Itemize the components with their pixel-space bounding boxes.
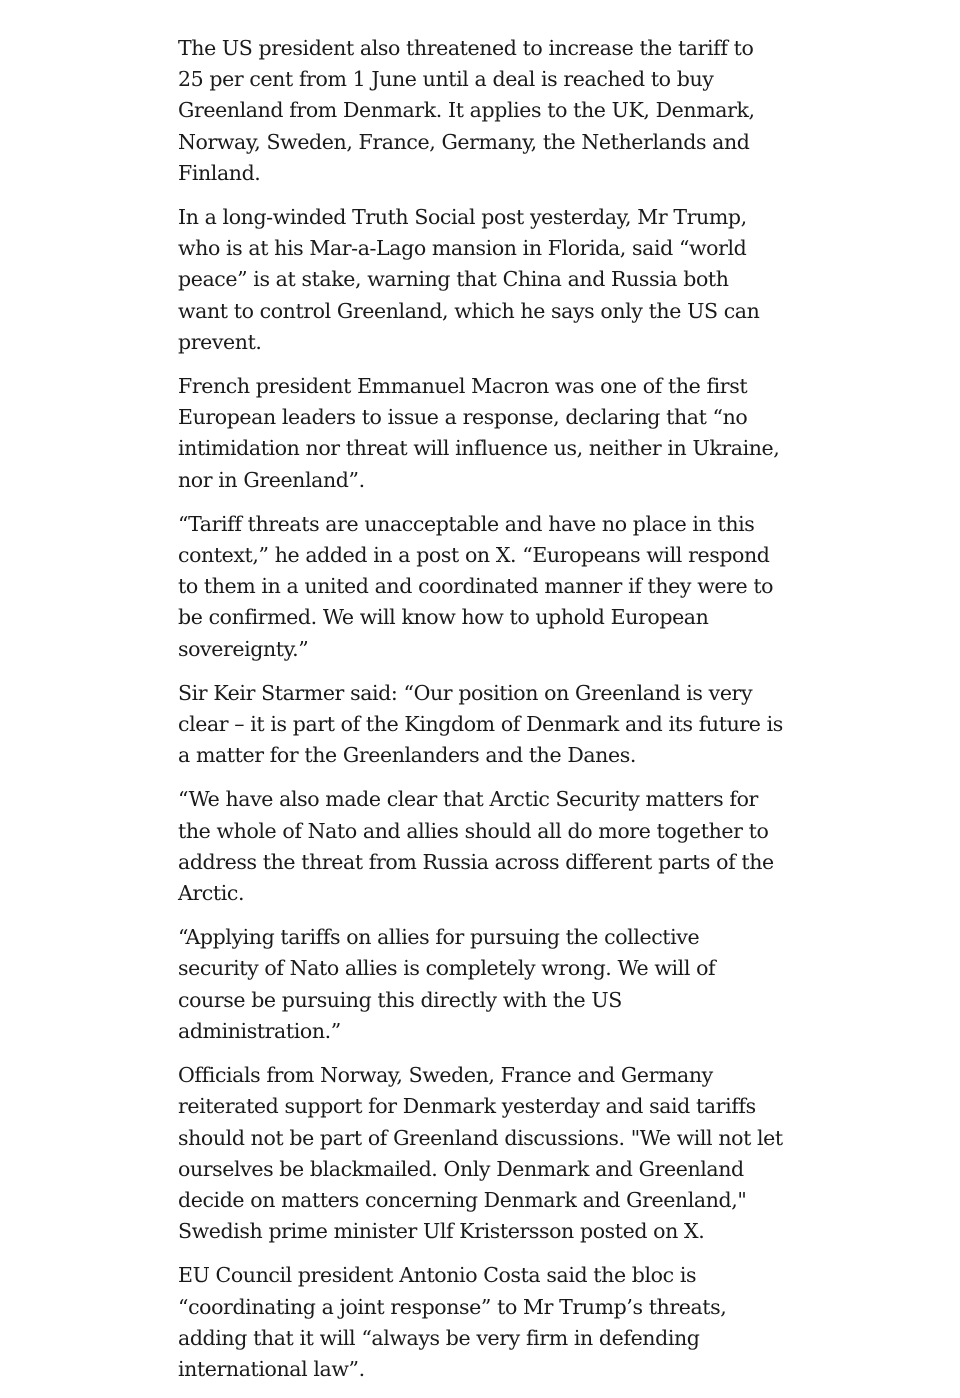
article-paragraph: “Tariff threats are unacceptable and have no place in this context,” he added in a post on X. “Europeans will respond to them in a united and coordinated manner if they were to be confirmed. We will know how to uphold European sovereignty.” xyxy=(178,511,774,661)
article-paragraph: “We have also made clear that Arctic Security matters for the whole of Nato and allies should all do more together to address the threat from Russia across different parts of the Arctic. xyxy=(178,787,774,906)
article-paragraph: EU Council president Antonio Costa said the bloc is “coordinating a joint response” to Mr Trump’s threats, adding that it will “always be very firm in defending international law”. xyxy=(178,1263,727,1381)
article-paragraph: Sir Keir Starmer said: “Our position on Greenland is very clear – it is part of the Kingdom of Denmark and its future is a matter for the Greenlanders and the Danes. xyxy=(178,680,783,768)
article-paragraph: French president Emmanuel Macron was one of the first European leaders to issue a response, declaring that “no intimidation nor threat will influence us, neither in Ukraine, nor in Greenland”. xyxy=(178,374,780,492)
article-paragraph: “Applying tariffs on allies for pursuing the collective security of Nato allies is completely wrong. We will of course be pursuing this directly with the US administration.” xyxy=(178,925,716,1043)
article-paragraph: In a long-winded Truth Social post yesterday, Mr Trump, who is at his Mar-a-Lago mansion in Florida, said “world peace” is at stake, warning that China and Russia both want to control Greenland, which he says only the US can prevent. xyxy=(178,205,760,354)
article-paragraph: Officials from Norway, Sweden, France and Germany reiterated support for Denmark yesterday and said tariffs should not be part of Greenland discussions. "We will not let ourselves be blackmailed. Only Denmark and Greenland decide on matters concerning Denmark and Greenland," Swedish prime minister Ulf Kristersson posted on X. xyxy=(178,1063,783,1244)
article-body xyxy=(178,33,784,1398)
article-paragraph: The US president also threatened to increase the tariff to 25 per cent from 1 June until a deal is reached to buy Greenland from Denmark. It applies to the UK, Denmark, Norway, Sweden, France, Germany, the Netherlands and Finland. xyxy=(178,36,755,185)
